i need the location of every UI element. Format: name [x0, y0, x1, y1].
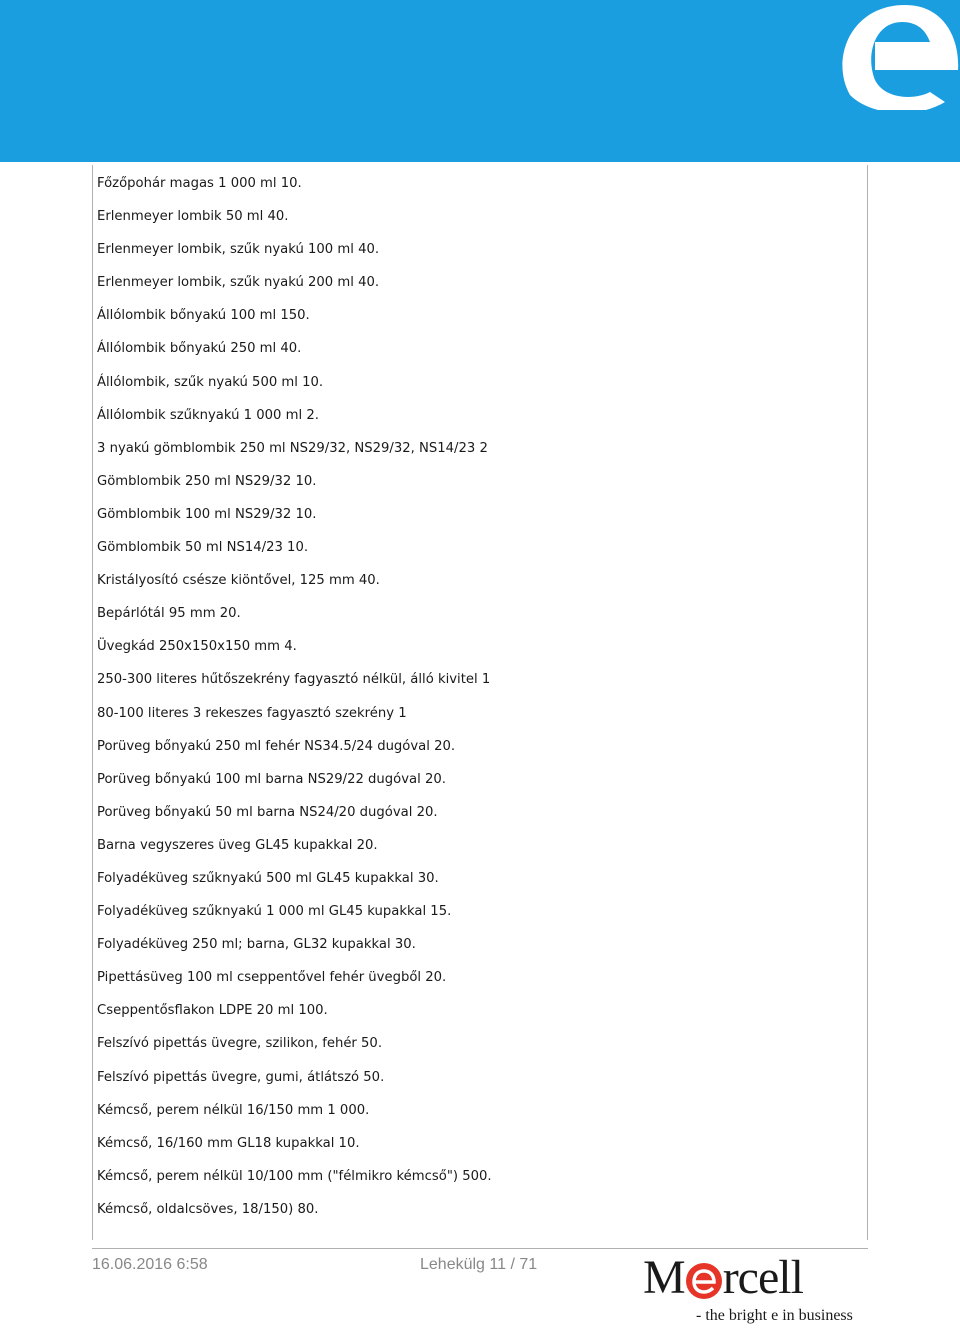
list-item: Állólombik szűknyakú 1 000 ml 2. — [97, 407, 319, 423]
list-item: Folyadéküveg szűknyakú 1 000 ml GL45 kupakkal 15. — [97, 904, 452, 920]
list-item: Üvegkád 250x150x150 mm 4. — [97, 639, 297, 655]
list-item: Felszívó pipettás üvegre, gumi, átlátszó 50. — [97, 1069, 385, 1085]
brand-wordmark — [643, 1252, 803, 1304]
list-item: 250-300 literes hűtőszekrény fagyasztó nélkül, álló kivitel 1 — [97, 672, 491, 688]
footer-page-number: Lehekülg 11 / 71 — [420, 1256, 538, 1273]
list-item: Porüveg bőnyakú 50 ml barna NS24/20 dugóval 20. — [97, 804, 438, 820]
list-item: Állólombik bőnyakú 250 ml 40. — [97, 341, 302, 357]
list-item: Állólombik bőnyakú 100 ml 150. — [97, 308, 310, 324]
list-item: 80-100 literes 3 rekeszes fagyasztó szekrény 1 — [97, 705, 407, 721]
list-item: Porüveg bőnyakú 100 ml barna NS29/22 dugóval 20. — [97, 771, 446, 787]
brand-tagline: - the bright e in business — [696, 1307, 853, 1324]
list-item: Kémcső, perem nélkül 10/100 mm ("félmikro kémcső") 500. — [97, 1168, 492, 1184]
header-band — [0, 0, 960, 162]
brand-letters-rest: rcell — [722, 1251, 803, 1304]
list-item: Felszívó pipettás üvegre, szilikon, fehér 50. — [97, 1036, 383, 1052]
list-item: Erlenmeyer lombik, szűk nyakú 100 ml 40. — [97, 242, 380, 258]
footer-divider — [92, 1248, 868, 1249]
brand-e-logo-icon — [685, 1252, 723, 1304]
footer-brand-logo — [643, 1252, 868, 1327]
list-item: Kristályosító csésze kiöntővel, 125 mm 40. — [97, 573, 380, 589]
list-item: Állólombik, szűk nyakú 500 ml 10. — [97, 374, 324, 390]
list-item: Kémcső, 16/160 mm GL18 kupakkal 10. — [97, 1135, 360, 1151]
list-item: Gömblombik 50 ml NS14/23 10. — [97, 540, 309, 556]
list-item: Gömblombik 250 ml NS29/32 10. — [97, 473, 317, 489]
frame-right-border — [867, 165, 868, 1240]
list-item: Erlenmeyer lombik 50 ml 40. — [97, 209, 289, 225]
brand-e-icon — [830, 0, 960, 110]
list-item: Barna vegyszeres üveg GL45 kupakkal 20. — [97, 837, 378, 853]
list-item: Cseppentősflakon LDPE 20 ml 100. — [97, 1003, 328, 1019]
list-item: Folyadéküveg szűknyakú 500 ml GL45 kupakkal 30. — [97, 870, 439, 886]
brand-letter-m: M — [643, 1251, 685, 1304]
item-list — [97, 171, 492, 1230]
list-item: Főzőpohár magas 1 000 ml 10. — [97, 176, 302, 191]
list-item: Gömblombik 100 ml NS29/32 10. — [97, 506, 317, 522]
list-item: Kémcső, oldalcsöves, 18/150) 80. — [97, 1201, 319, 1217]
footer-date: 16.06.2016 6:58 — [92, 1256, 208, 1273]
list-item: Kémcső, perem nélkül 16/150 mm 1 000. — [97, 1102, 370, 1118]
list-item: Bepárlótál 95 mm 20. — [97, 606, 241, 622]
list-item: Erlenmeyer lombik, szűk nyakú 200 ml 40. — [97, 275, 380, 291]
list-item: 3 nyakú gömblombik 250 ml NS29/32, NS29/32, NS14/23 2 — [97, 440, 488, 456]
list-item: Folyadéküveg 250 ml; barna, GL32 kupakkal 30. — [97, 937, 416, 953]
list-item: Pipettásüveg 100 ml cseppentővel fehér üvegből 20. — [97, 970, 447, 986]
list-item: Porüveg bőnyakú 250 ml fehér NS34.5/24 dugóval 20. — [97, 738, 456, 754]
frame-left-border — [92, 165, 93, 1240]
